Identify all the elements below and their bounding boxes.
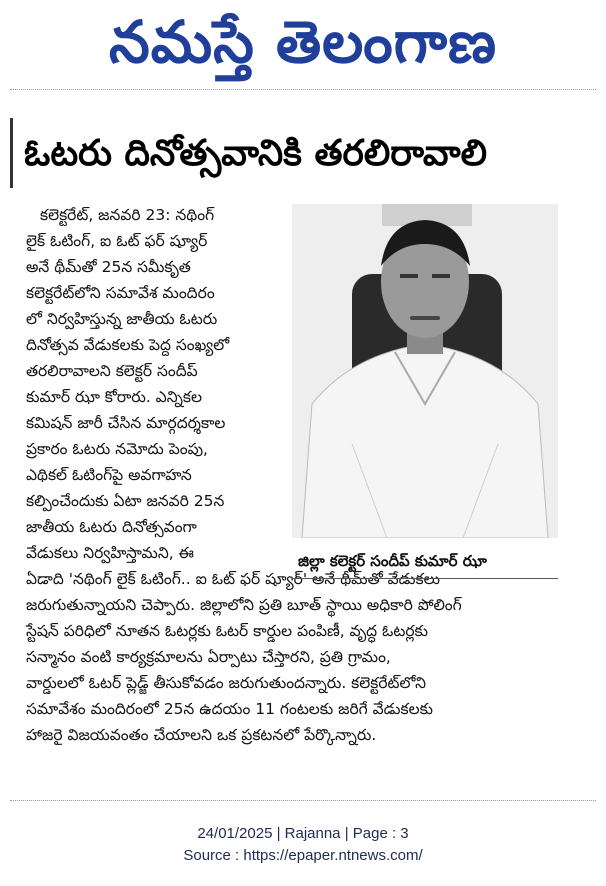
collector-photo: [292, 204, 558, 538]
masthead-divider: [10, 89, 596, 90]
headline-accent-bar: [10, 118, 13, 188]
article-line: ఏడాది 'నథింగ్ లైక్ ఓటింగ్.. ఐ ఓట్ ఫర్ ష్యూర్' అనే థీమ్‌తో వేడుకలు: [26, 570, 440, 588]
article-line: స్టేషన్ పరిధిలో నూతన ఓటర్లకు ఓటర్ కార్డుల పంపిణీ, వృద్ధ ఓటర్లకు: [26, 622, 428, 640]
footer-divider: [10, 800, 596, 801]
photo-caption: జిల్లా కలెక్టర్ సందీప్ కుమార్ ఝా: [298, 552, 487, 570]
article-line: కుమార్ ఝా కోరారు. ఎన్నికల: [26, 388, 202, 406]
newspaper-masthead: నమస్తే తెలంగాణ: [109, 8, 497, 76]
article-headline: ఓటరు దినోత్సవానికి తరలిరావాలి: [24, 133, 487, 174]
footer-date-edition: 24/01/2025 | Rajanna | Page : 3: [197, 825, 409, 842]
article-line: ప్రకారం ఓటరు నమోదు పెంపు,: [26, 440, 208, 458]
article-line: సమావేశం మందిరంలో 25న ఉదయం 11 గంటలకు జరిగే వేడుకలకు: [26, 700, 434, 718]
article-line: అనే థీమ్‌తో 25న సమీకృత: [26, 258, 191, 276]
footer-source-link[interactable]: Source : https://epaper.ntnews.com/: [183, 847, 423, 864]
caption-rule: [292, 578, 558, 579]
article-line: కలెక్టరేట్, జనవరి 23: నథింగ్: [40, 206, 215, 224]
article-line: జరుగుతున్నాయని చెప్పారు. జిల్లాలోని ప్రతి బూత్ స్థాయి అధికారి పోలింగ్: [26, 596, 462, 614]
article-line: తరలిరావాలని కలెక్టర్ సందీప్: [26, 362, 198, 380]
article-line: జాతీయ ఓటరు దినోత్సవంగా: [26, 518, 197, 536]
person-photo-illustration: [292, 204, 558, 538]
article-line: వార్డులలో ఓటర్ ప్లెడ్జ్ తీసుకోవడం జరుగుతుందన్నారు. కలెక్టరేట్‌లోని: [26, 674, 426, 692]
article-line: వేడుకలు నిర్వహిస్తామని, ఈ: [26, 544, 194, 562]
article-line: ఎథికల్ ఓటింగ్‌పై అవగాహన: [26, 466, 192, 484]
article-line: కల్పించేందుకు ఏటా జనవరి 25న: [26, 492, 225, 510]
article-line: లో నిర్వహిస్తున్న జాతీయ ఓటరు: [26, 310, 218, 328]
article-line: సన్మానం వంటి కార్యక్రమాలను ఏర్పాటు చేస్తారని, ప్రతి గ్రామం,: [26, 648, 391, 666]
article-line: హాజరై విజయవంతం చేయాలని ఒక ప్రకటనలో పేర్కొన్నారు.: [26, 726, 377, 744]
article-line: కలెక్టరేట్‌లోని సమావేశ మందిరం: [26, 284, 215, 302]
article-line: లైక్ ఓటింగ్, ఐ ఓట్ ఫర్ ష్యూర్: [26, 232, 208, 250]
article-line: దినోత్సవ వేడుకలకు పెద్ద సంఖ్యలో: [26, 336, 230, 354]
article-line: కమిషన్ జారీ చేసిన మార్గదర్శకాల: [26, 414, 226, 432]
